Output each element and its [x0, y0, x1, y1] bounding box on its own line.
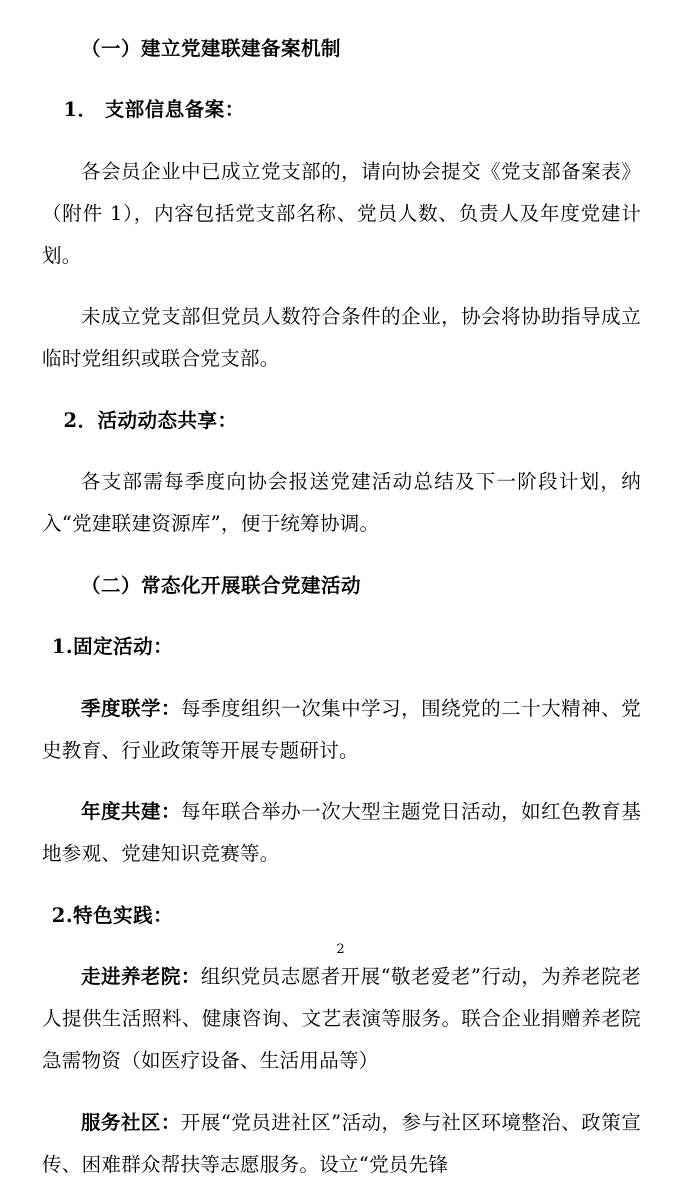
paragraph-text: 组织党员志愿者开展“敬老爱老”行动，为养老院老人提供生活照料、健康咨询、文艺表演等服务。联合企业捐赠养老院急需物资（如医疗设备、生活用品等） [42, 965, 641, 1072]
paragraph-text: 每季度组织一次集中学习，围绕党的二十大精神、党史教育、行业政策等开展专题研讨。 [42, 696, 641, 762]
section-heading: （二）常态化开展联合党建活动 [81, 573, 362, 597]
section-heading: （一）建立党建联建备案机制 [81, 36, 342, 60]
paragraph: 各支部需每季度向协会报送党建活动总结及下一阶段计划，纳入“党建联建资源库”，便于统筹协调。 [42, 470, 641, 535]
subsection-heading: 2.特色实践： [51, 903, 174, 927]
subsection-heading: 1． 支部信息备案： [63, 98, 245, 121]
paragraph: 未成立党支部但党员人数符合条件的企业，协会将协助指导成立临时党组织或联合党支部。 [42, 305, 641, 370]
paragraph [42, 956, 641, 1082]
paragraph-lead: 走进养老院： [81, 965, 201, 988]
paragraph-lead: 季度联学： [81, 696, 182, 720]
paragraph-lead: 服务社区： [81, 1110, 181, 1134]
subsection-heading: 2．活动动态共享： [63, 408, 238, 432]
paragraph-lead: 年度共建： [81, 800, 182, 823]
subsection-heading: 1.固定活动： [51, 635, 174, 658]
page-number: 2 [336, 942, 345, 957]
paragraph [42, 1102, 641, 1186]
paragraph [42, 688, 641, 772]
paragraph: 各会员企业中已成立党支部的，请向协会提交《党支部备案表》（附件 1），内容包括党支部名称、党员人数、负责人及年度党建计划。 [42, 159, 641, 267]
document-body [42, 28, 641, 1186]
paragraph-text: 每年联合举办一次大型主题党日活动，如红色教育基地参观、党建知识竞赛等。 [42, 800, 641, 865]
paragraph [42, 791, 641, 875]
paragraph-text: 开展“党员进社区”活动，参与社区环境整治、政策宣传、困难群众帮扶等志愿服务。设立“党员先锋 [42, 1110, 641, 1176]
